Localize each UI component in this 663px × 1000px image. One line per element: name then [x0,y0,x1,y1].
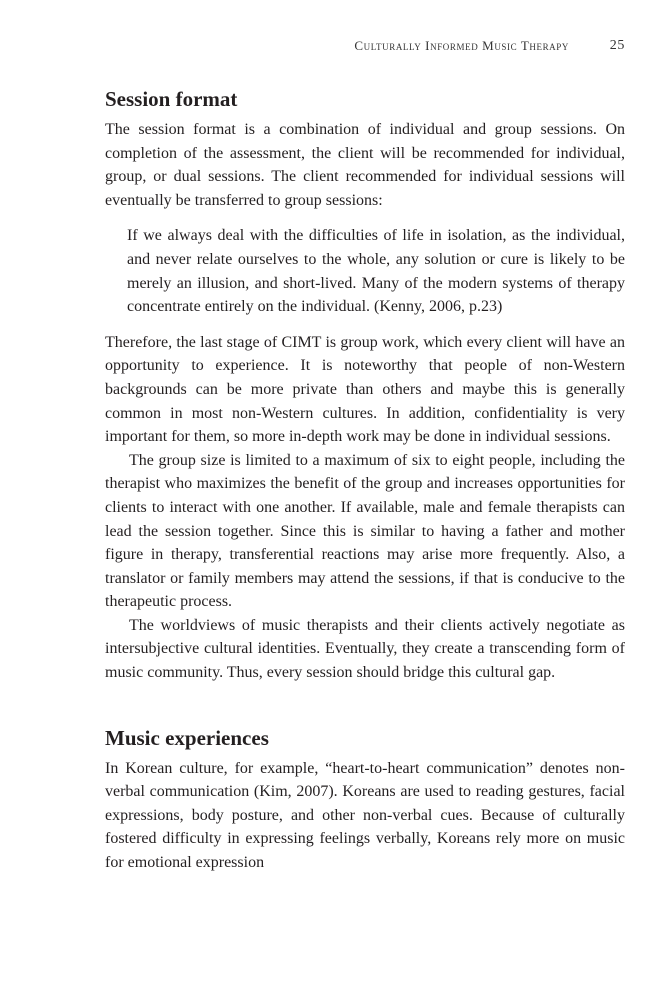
paragraph: The worldviews of music therapists and their clients actively negotiate as intersubjective cultural identities. Eventually, they create a transcending form of music community. Thus, every session should bridge this cultural gap. [105,616,625,682]
page-number: 25 [609,38,625,53]
paragraph: The group size is limited to a maximum of six to eight people, including the therapist who maximizes the benefit of the group and increases opportunities for clients to interact with one another. If available, male and female therapists can lead the session together. Since this is similar to having a father and mother figure in therapy, transferential reactions may arise more frequently. Also, a translator or family members may attend the sessions, if that is conducive to the therapeutic process. [105,451,625,611]
paragraph: Therefore, the last stage of CIMT is group work, which every client will have an opportunity to experience. It is noteworthy that people of non-Western backgrounds can be more private than others and maybe this is generally common in most non-Western cultures. In addition, confidentiality is very important for them, so more in-depth work may be done in individual sessions. [105,333,625,446]
page-body [105,84,625,875]
running-header-title: Culturally Informed Music Therapy [354,38,569,53]
section-spacer [105,685,625,723]
paragraph: In Korean culture, for example, “heart-to-heart communication” denotes non-verbal communication (Kim, 2007). Koreans are used to reading gestures, facial expressions, body posture, and other non-verbal cues. Because of culturally fostered difficulty in expressing feelings verbally, Koreans rely more on music for emotional expression [105,759,625,872]
section-heading-session-format: Session format [105,87,238,111]
section-heading-music-experiences: Music experiences [105,725,269,750]
running-header [105,38,625,58]
block-quote: If we always deal with the difficulties of life in isolation, as the individual, and never relate ourselves to the whole, any solution or cure is likely to be merely an illusion, and short-lived. Many of the modern systems of therapy concentrate entirely on the individual. (Kenny, 2006, p.23) [127,227,625,316]
paragraph: The session format is a combination of individual and group sessions. On completion of the assessment, the client will be recommended for individual, group, or dual sessions. The client recommended for individual sessions will eventually be transferred to group sessions: [105,121,625,209]
